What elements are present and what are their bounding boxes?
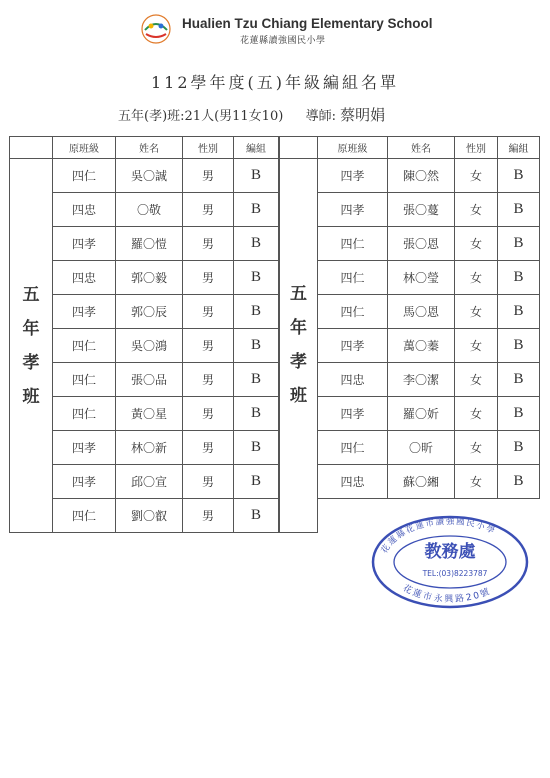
group-cell: B [498, 159, 540, 193]
group-cell: B [234, 227, 279, 261]
table-row [10, 159, 279, 193]
orig-class-cell: 四仁 [318, 295, 388, 329]
sex-cell: 女 [455, 159, 498, 193]
group-cell: B [498, 363, 540, 397]
table-row [280, 363, 540, 397]
document-title: 112學年度(五)年級編組名單 [150, 73, 400, 92]
sex-cell: 男 [183, 363, 234, 397]
side-label-char: 孝 [290, 352, 307, 373]
table-row [280, 295, 540, 329]
side-label-char: 班 [22, 386, 40, 407]
group-cell: B [498, 397, 540, 431]
student-name-cell: 張〇蔓 [388, 193, 455, 227]
col-header-orig-class: 原班級 [53, 137, 116, 159]
side-label-char: 年 [290, 318, 307, 339]
student-name-cell: 馬〇恩 [388, 295, 455, 329]
col-header-sex: 性別 [183, 137, 234, 159]
sex-cell: 女 [455, 193, 498, 227]
orig-class-cell: 四忠 [318, 465, 388, 499]
group-cell: B [498, 295, 540, 329]
sex-cell: 女 [455, 431, 498, 465]
stamp-address: 花蓮市永興路20號 [400, 583, 493, 605]
orig-class-cell: 四仁 [53, 397, 116, 431]
sex-cell: 男 [183, 397, 234, 431]
roster-table-girls [279, 136, 540, 533]
col-header-group: 編組 [498, 137, 540, 159]
class-info [118, 104, 385, 125]
group-cell: B [234, 465, 279, 499]
student-name-cell: 〇敬 [116, 193, 183, 227]
orig-class-cell: 四孝 [318, 397, 388, 431]
group-cell: B [234, 431, 279, 465]
student-name-cell: 郭〇辰 [116, 295, 183, 329]
sex-cell: 男 [183, 193, 234, 227]
sex-cell: 女 [455, 363, 498, 397]
student-name-cell: 林〇瑩 [388, 261, 455, 295]
orig-class-cell: 四仁 [318, 227, 388, 261]
student-name-cell: 張〇品 [116, 363, 183, 397]
stamp-ring-text: 花蓮縣花蓮市讀強國民小學 [379, 516, 498, 556]
group-cell: B [498, 227, 540, 261]
group-cell: B [498, 431, 540, 465]
side-label-char: 班 [290, 386, 307, 407]
school-name-zh: 花蓮縣讀強國民小學 [240, 36, 326, 46]
student-name-cell: 張〇恩 [388, 227, 455, 261]
student-name-cell: 劉〇叡 [116, 499, 183, 533]
table-row [280, 397, 540, 431]
student-name-cell: 林〇新 [116, 431, 183, 465]
table-row [280, 193, 540, 227]
orig-class-cell: 四孝 [53, 431, 116, 465]
group-cell: B [234, 261, 279, 295]
group-cell: B [234, 329, 279, 363]
school-name-en: Hualien Tzu Chiang Elementary School [182, 16, 433, 31]
group-cell: B [234, 159, 279, 193]
roster-table-boys [9, 136, 279, 533]
table-row [280, 261, 540, 295]
table-row [280, 431, 540, 465]
table-row [280, 465, 540, 499]
student-name-cell: 羅〇愷 [116, 227, 183, 261]
side-label-char: 五 [22, 284, 40, 305]
sex-cell: 男 [183, 227, 234, 261]
sex-cell: 女 [455, 261, 498, 295]
orig-class-cell: 四孝 [318, 193, 388, 227]
sex-cell: 男 [183, 431, 234, 465]
student-name-cell: 羅〇妡 [388, 397, 455, 431]
student-name-cell: 蘇〇緗 [388, 465, 455, 499]
stamp-center-text: 教務處 [424, 542, 476, 562]
col-header-name: 姓名 [388, 137, 455, 159]
class-side-label [280, 159, 318, 533]
sex-cell: 男 [183, 261, 234, 295]
sex-cell: 男 [183, 499, 234, 533]
group-cell: B [498, 193, 540, 227]
student-name-cell: 黃〇星 [116, 397, 183, 431]
group-cell: B [234, 363, 279, 397]
student-name-cell: 陳〇然 [388, 159, 455, 193]
group-cell: B [234, 295, 279, 329]
orig-class-cell: 四仁 [53, 159, 116, 193]
orig-class-cell: 四孝 [53, 227, 116, 261]
sex-cell: 男 [183, 295, 234, 329]
sex-cell: 女 [455, 329, 498, 363]
teacher-name: 蔡明娟 [340, 106, 386, 124]
sex-cell: 男 [183, 329, 234, 363]
group-cell: B [234, 397, 279, 431]
side-label-char: 年 [22, 318, 40, 339]
table-row [280, 329, 540, 363]
school-logo [141, 14, 171, 44]
side-label-char: 五 [290, 284, 307, 305]
office-stamp [370, 514, 530, 610]
group-cell: B [498, 465, 540, 499]
sex-cell: 女 [455, 465, 498, 499]
class-side-label [10, 159, 53, 533]
sex-cell: 男 [183, 159, 234, 193]
orig-class-cell: 四孝 [318, 329, 388, 363]
student-name-cell: 吳〇鴻 [116, 329, 183, 363]
orig-class-cell: 四孝 [318, 159, 388, 193]
student-name-cell: 萬〇蓁 [388, 329, 455, 363]
sex-cell: 女 [455, 295, 498, 329]
col-header-sex: 性別 [455, 137, 498, 159]
orig-class-cell: 四忠 [53, 193, 116, 227]
table-row [280, 159, 540, 193]
stamp-tel: TEL:(03)8223787 [422, 569, 488, 578]
table-row [280, 227, 540, 261]
orig-class-cell: 四仁 [318, 261, 388, 295]
sex-cell: 女 [455, 397, 498, 431]
class-summary: 五年(孝)班:21人(男11女10) [118, 109, 284, 124]
group-cell: B [498, 261, 540, 295]
side-header-blank [280, 137, 318, 159]
orig-class-cell: 四孝 [53, 295, 116, 329]
student-name-cell: 郭〇毅 [116, 261, 183, 295]
col-header-group: 編組 [234, 137, 279, 159]
sex-cell: 男 [183, 465, 234, 499]
student-name-cell: 吳〇誠 [116, 159, 183, 193]
group-cell: B [234, 193, 279, 227]
side-label-char: 孝 [22, 352, 40, 373]
orig-class-cell: 四仁 [318, 431, 388, 465]
orig-class-cell: 四仁 [53, 329, 116, 363]
orig-class-cell: 四忠 [53, 261, 116, 295]
col-header-orig-class: 原班級 [318, 137, 388, 159]
group-cell: B [234, 499, 279, 533]
orig-class-cell: 四忠 [318, 363, 388, 397]
col-header-name: 姓名 [116, 137, 183, 159]
group-cell: B [498, 329, 540, 363]
side-header-blank [10, 137, 53, 159]
orig-class-cell: 四仁 [53, 499, 116, 533]
orig-class-cell: 四孝 [53, 465, 116, 499]
student-name-cell: 李〇潔 [388, 363, 455, 397]
orig-class-cell: 四仁 [53, 363, 116, 397]
student-name-cell: 〇昕 [388, 431, 455, 465]
student-name-cell: 邱〇宣 [116, 465, 183, 499]
sex-cell: 女 [455, 227, 498, 261]
teacher-label: 導師: [305, 109, 336, 124]
